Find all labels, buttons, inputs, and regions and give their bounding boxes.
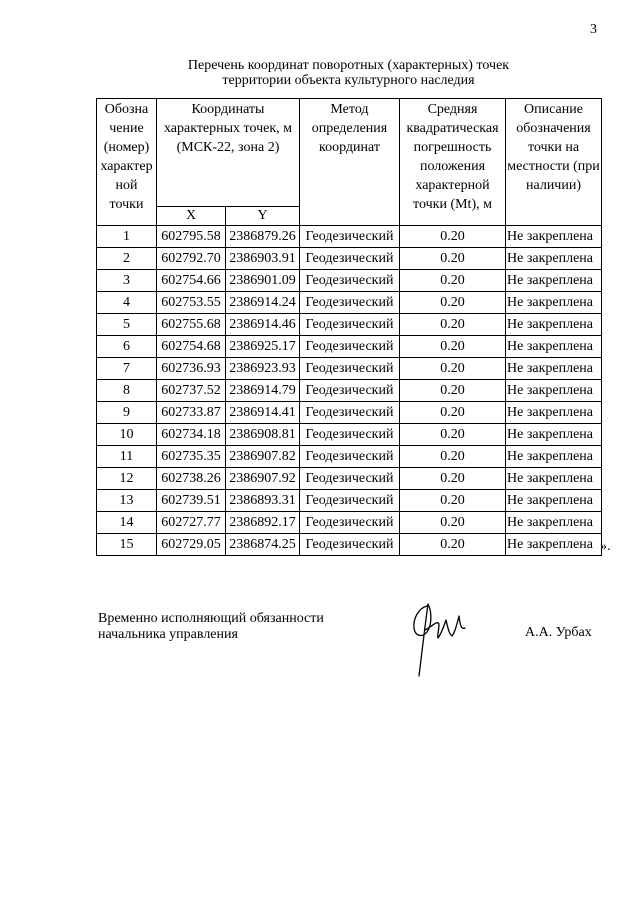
cell-method: Геодезический xyxy=(300,292,400,314)
cell-mean-error: 0.20 xyxy=(400,248,506,270)
cell-point-number: 9 xyxy=(97,402,157,424)
handwritten-signature xyxy=(405,598,475,678)
cell-method: Геодезический xyxy=(300,380,400,402)
cell-y: 2386914.41 xyxy=(226,402,300,424)
cell-point-number: 13 xyxy=(97,490,157,512)
table-row xyxy=(97,380,602,402)
closing-quote: ». xyxy=(600,539,611,554)
cell-description: Не закреплена xyxy=(506,226,602,248)
header-mean-error: Средняя квадратическая погрешность положения характерной точки (Mt), м xyxy=(400,99,506,226)
table-row xyxy=(97,358,602,380)
cell-x: 602755.68 xyxy=(157,314,226,336)
table-row xyxy=(97,270,602,292)
cell-point-number: 14 xyxy=(97,512,157,534)
cell-mean-error: 0.20 xyxy=(400,512,506,534)
header-coordinates: Координаты характерных точек, м (МСК-22, зона 2) xyxy=(157,99,300,207)
cell-mean-error: 0.20 xyxy=(400,402,506,424)
cell-description: Не закреплена xyxy=(506,402,602,424)
cell-method: Геодезический xyxy=(300,336,400,358)
cell-y: 2386907.92 xyxy=(226,468,300,490)
cell-mean-error: 0.20 xyxy=(400,468,506,490)
cell-description: Не закреплена xyxy=(506,270,602,292)
cell-method: Геодезический xyxy=(300,512,400,534)
cell-mean-error: 0.20 xyxy=(400,358,506,380)
cell-y: 2386874.25 xyxy=(226,534,300,556)
table-row xyxy=(97,490,602,512)
table-row xyxy=(97,446,602,468)
cell-description: Не закреплена xyxy=(506,292,602,314)
cell-point-number: 10 xyxy=(97,424,157,446)
cell-y: 2386903.91 xyxy=(226,248,300,270)
page-number: 3 xyxy=(590,22,597,37)
table-row xyxy=(97,512,602,534)
cell-method: Геодезический xyxy=(300,490,400,512)
cell-method: Геодезический xyxy=(300,270,400,292)
cell-mean-error: 0.20 xyxy=(400,314,506,336)
cell-method: Геодезический xyxy=(300,248,400,270)
cell-y: 2386923.93 xyxy=(226,358,300,380)
title-line-1: Перечень координат поворотных (характерных) точек xyxy=(187,58,510,73)
cell-y: 2386893.31 xyxy=(226,490,300,512)
cell-description: Не закреплена xyxy=(506,534,602,556)
header-y: Y xyxy=(226,207,300,226)
header-method: Метод определения координат xyxy=(300,99,400,226)
cell-y: 2386914.46 xyxy=(226,314,300,336)
cell-description: Не закреплена xyxy=(506,380,602,402)
cell-method: Геодезический xyxy=(300,424,400,446)
table-body xyxy=(97,226,602,556)
cell-description: Не закреплена xyxy=(506,248,602,270)
document-title xyxy=(96,58,601,88)
header-point-number: Обозна чение (номер) характер ной точки xyxy=(97,99,157,226)
table-row xyxy=(97,248,602,270)
cell-mean-error: 0.20 xyxy=(400,270,506,292)
cell-y: 2386879.26 xyxy=(226,226,300,248)
title-line-2: территории объекта культурного наследия xyxy=(222,73,475,88)
cell-description: Не закреплена xyxy=(506,336,602,358)
cell-method: Геодезический xyxy=(300,314,400,336)
cell-y: 2386907.82 xyxy=(226,446,300,468)
cell-point-number: 12 xyxy=(97,468,157,490)
cell-x: 602754.66 xyxy=(157,270,226,292)
cell-y: 2386925.17 xyxy=(226,336,300,358)
cell-point-number: 7 xyxy=(97,358,157,380)
cell-method: Геодезический xyxy=(300,402,400,424)
cell-point-number: 1 xyxy=(97,226,157,248)
signatory-role xyxy=(98,611,324,643)
cell-method: Геодезический xyxy=(300,534,400,556)
table-row xyxy=(97,226,602,248)
cell-mean-error: 0.20 xyxy=(400,292,506,314)
cell-mean-error: 0.20 xyxy=(400,424,506,446)
cell-mean-error: 0.20 xyxy=(400,490,506,512)
cell-description: Не закреплена xyxy=(506,512,602,534)
cell-description: Не закреплена xyxy=(506,424,602,446)
cell-method: Геодезический xyxy=(300,226,400,248)
cell-method: Геодезический xyxy=(300,446,400,468)
cell-point-number: 4 xyxy=(97,292,157,314)
cell-x: 602736.93 xyxy=(157,358,226,380)
cell-x: 602753.55 xyxy=(157,292,226,314)
cell-description: Не закреплена xyxy=(506,490,602,512)
cell-mean-error: 0.20 xyxy=(400,336,506,358)
cell-x: 602727.77 xyxy=(157,512,226,534)
cell-y: 2386914.24 xyxy=(226,292,300,314)
cell-x: 602733.87 xyxy=(157,402,226,424)
cell-mean-error: 0.20 xyxy=(400,226,506,248)
table-row xyxy=(97,402,602,424)
cell-description: Не закреплена xyxy=(506,358,602,380)
cell-y: 2386908.81 xyxy=(226,424,300,446)
cell-x: 602737.52 xyxy=(157,380,226,402)
cell-mean-error: 0.20 xyxy=(400,446,506,468)
cell-description: Не закреплена xyxy=(506,446,602,468)
table-row xyxy=(97,336,602,358)
cell-mean-error: 0.20 xyxy=(400,380,506,402)
table-row xyxy=(97,468,602,490)
table-row xyxy=(97,534,602,556)
cell-mean-error: 0.20 xyxy=(400,534,506,556)
cell-method: Геодезический xyxy=(300,468,400,490)
signatory-role-line-1: Временно исполняющий обязанности xyxy=(98,611,324,626)
table-row xyxy=(97,292,602,314)
cell-x: 602729.05 xyxy=(157,534,226,556)
header-description: Описание обозначения точки на местности (при наличии) xyxy=(506,99,602,226)
cell-x: 602739.51 xyxy=(157,490,226,512)
cell-x: 602795.58 xyxy=(157,226,226,248)
cell-x: 602734.18 xyxy=(157,424,226,446)
cell-point-number: 5 xyxy=(97,314,157,336)
table-row xyxy=(97,424,602,446)
cell-y: 2386892.17 xyxy=(226,512,300,534)
cell-point-number: 11 xyxy=(97,446,157,468)
cell-description: Не закреплена xyxy=(506,468,602,490)
header-x: X xyxy=(157,207,226,226)
cell-point-number: 2 xyxy=(97,248,157,270)
cell-x: 602735.35 xyxy=(157,446,226,468)
signatory-role-line-2: начальника управления xyxy=(98,627,238,642)
cell-point-number: 3 xyxy=(97,270,157,292)
cell-point-number: 8 xyxy=(97,380,157,402)
cell-x: 602792.70 xyxy=(157,248,226,270)
cell-description: Не закреплена xyxy=(506,314,602,336)
cell-y: 2386914.79 xyxy=(226,380,300,402)
cell-x: 602738.26 xyxy=(157,468,226,490)
cell-y: 2386901.09 xyxy=(226,270,300,292)
cell-point-number: 15 xyxy=(97,534,157,556)
cell-x: 602754.68 xyxy=(157,336,226,358)
coordinates-table xyxy=(96,98,602,556)
cell-method: Геодезический xyxy=(300,358,400,380)
signatory-name: А.А. Урбах xyxy=(525,625,592,640)
table-row xyxy=(97,314,602,336)
cell-point-number: 6 xyxy=(97,336,157,358)
